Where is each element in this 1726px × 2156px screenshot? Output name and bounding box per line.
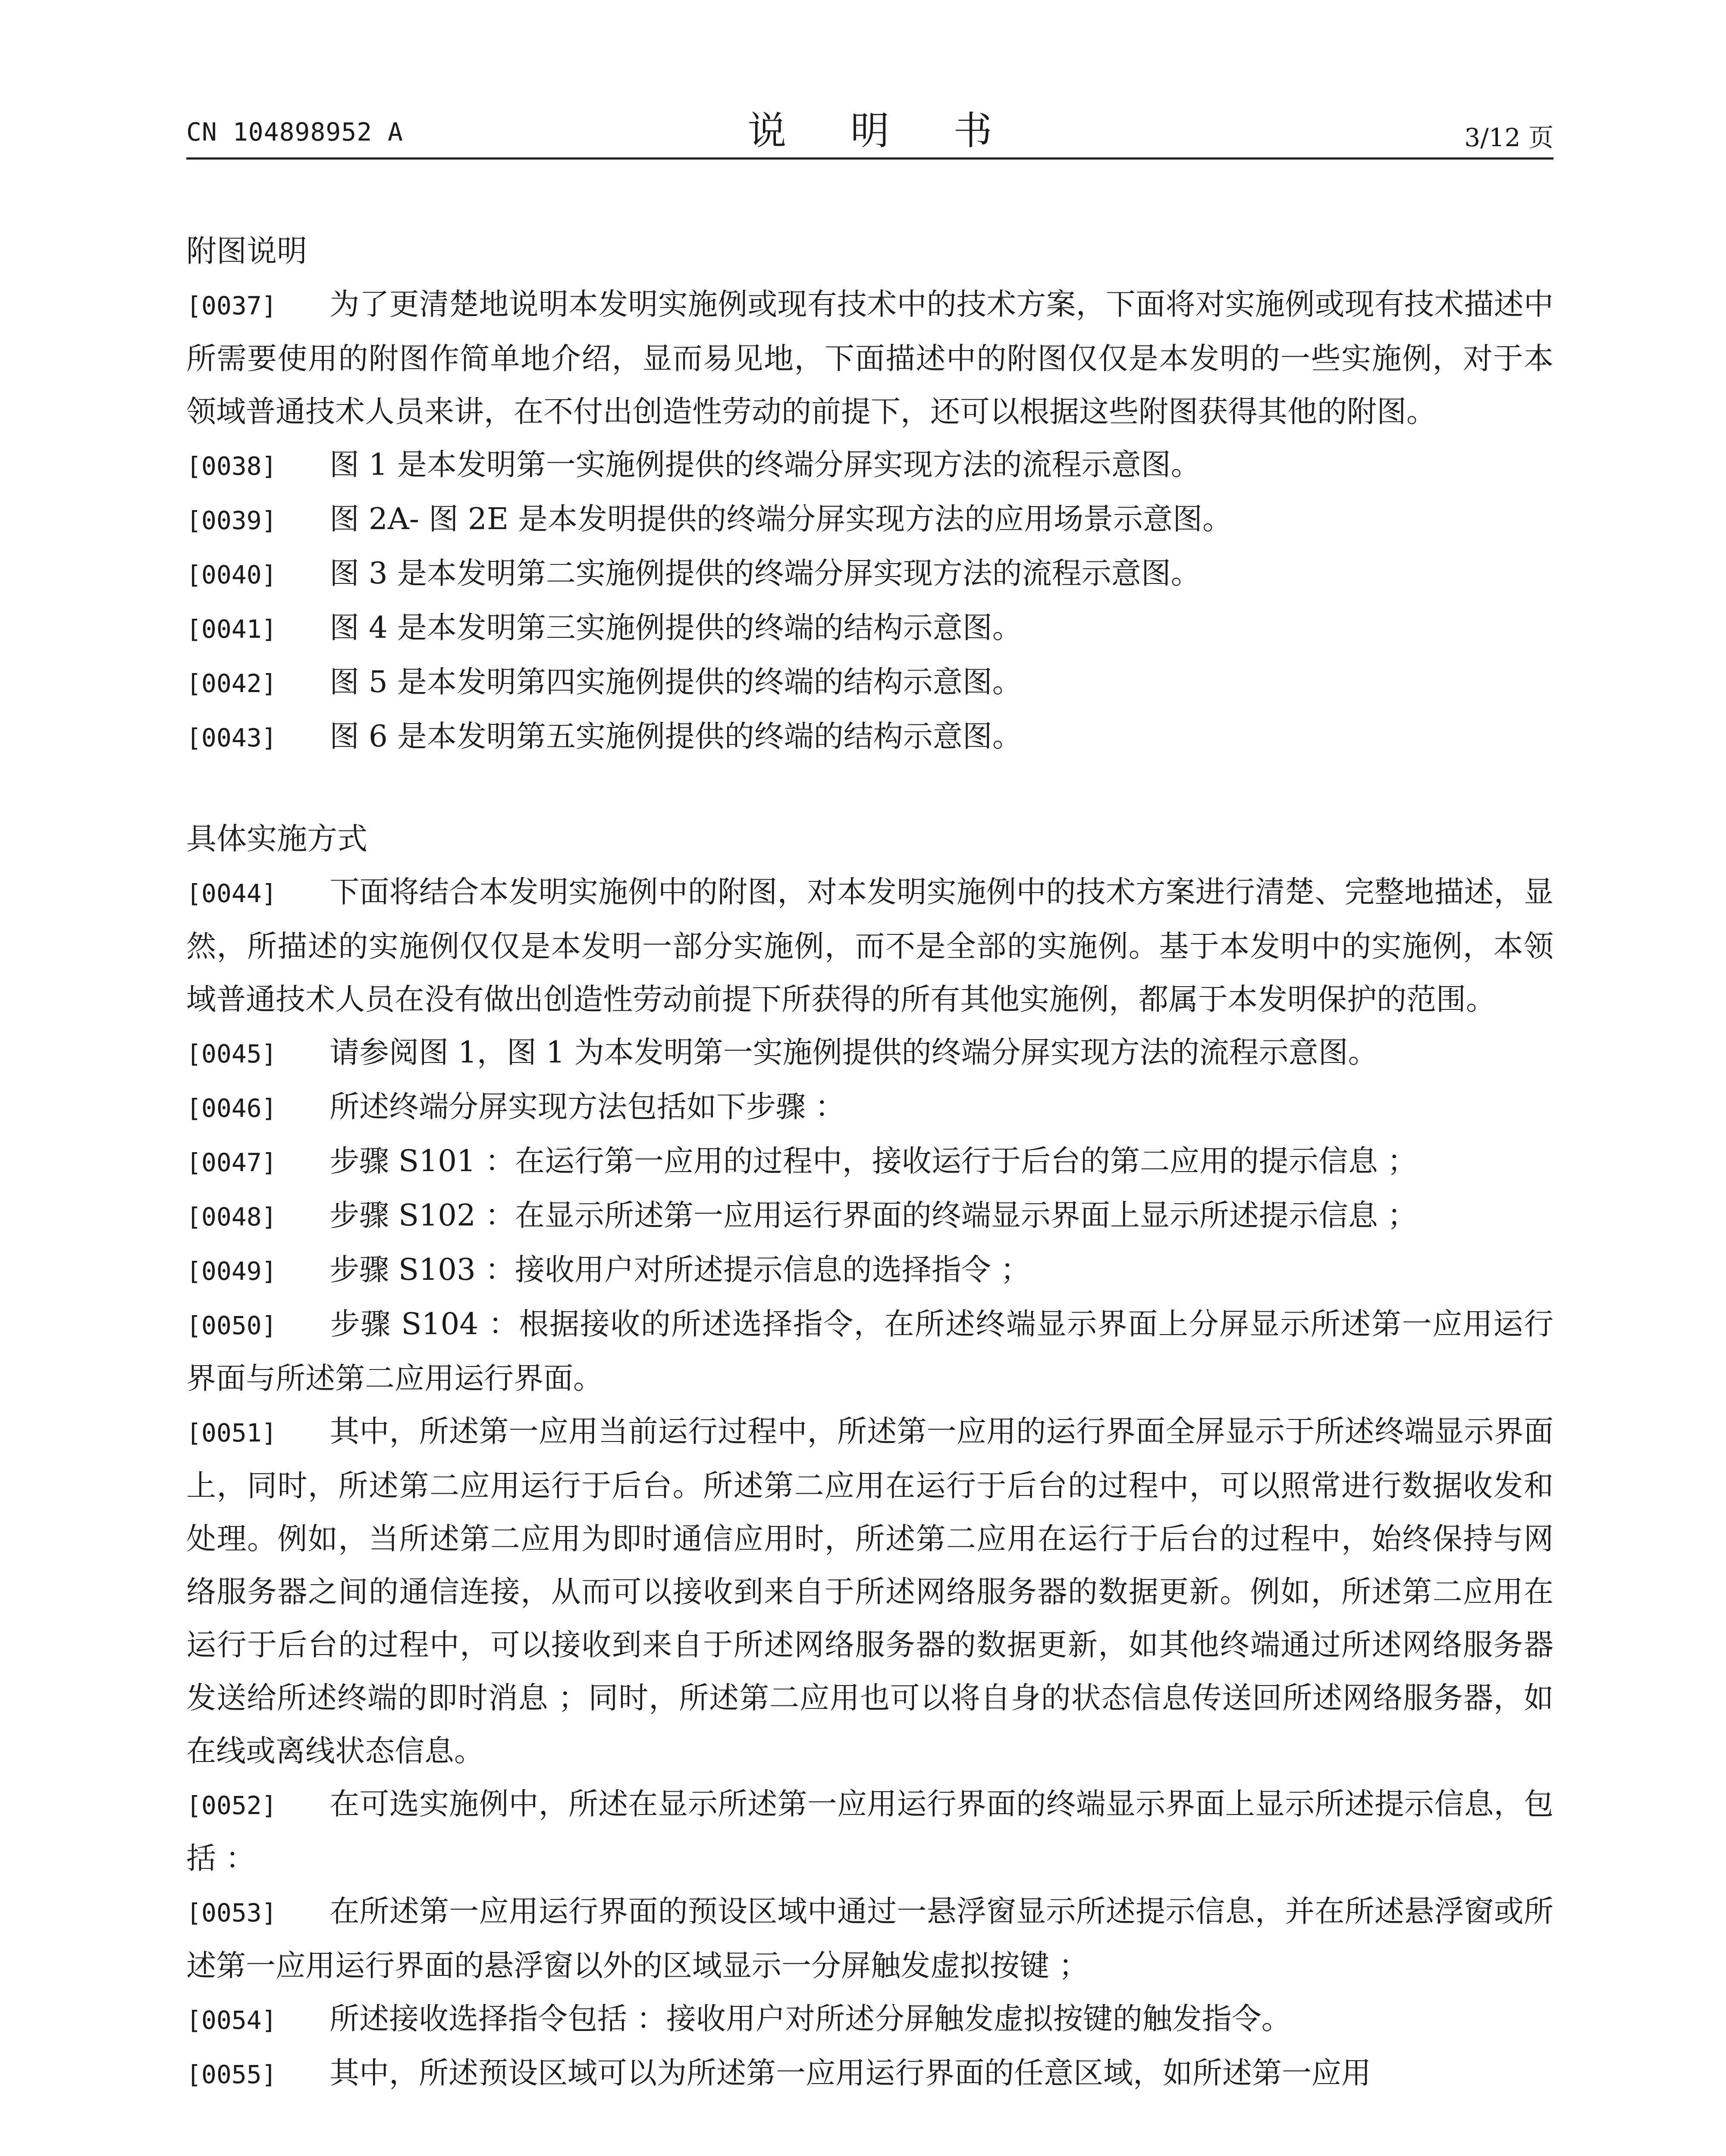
paragraph [186, 2047, 1553, 2101]
paragraph [186, 1993, 1553, 2047]
paragraph [186, 493, 1553, 547]
paragraph-number: [0040] [186, 560, 277, 589]
paragraph [186, 1778, 1553, 1885]
paragraph [186, 710, 1553, 765]
paragraph [186, 1405, 1553, 1778]
section-heading: 具体实施方式 [186, 821, 367, 856]
paragraph [186, 656, 1553, 710]
document-body [186, 224, 1553, 2101]
paragraph-number: [0042] [186, 669, 277, 698]
paragraph-text: 所述接收选择指令包括 ：接收用户对所述分屏触发虚拟按键的触发指令。 [330, 2002, 1291, 2036]
paragraph-number: [0047] [186, 1148, 277, 1177]
paragraph-text: 图 5 是本发明第四实施例提供的终端的结构示意图。 [330, 665, 1022, 699]
paragraph [186, 1081, 1553, 1135]
paragraph-text: 其中，所述第一应用当前运行过程中，所述第一应用的运行界面全屏显示于所述终端显示界面上，同时，所述第二应用运行于后台。所述第二应用在运行于后台的过程中，可以照常进行数据收发和处理。例如，当所述第二应用为即时通信应用时，所述第二应用在运行于后台的过程中，始终保持与网络服务器之间的通信连接，从而可以接收到来自于所述网络服务器的数据更新。例如，所述第二应用在运行于后台的过程中，可以接收到来自于所述网络服务器的数据更新，如其他终端通过所述网络服务器发送给所述终端的即时消息 ；同时，所述第二应用也可以将自身的状态信息传送回所述网络服务器，如在线或离线状态信息。 [186, 1414, 1553, 1768]
paragraph-number: [0051] [186, 1418, 277, 1448]
paragraph-number: [0046] [186, 1094, 277, 1123]
paragraph [186, 1135, 1553, 1189]
paragraph [186, 1885, 1553, 1993]
paragraph-number: [0041] [186, 614, 277, 644]
paragraph [186, 439, 1553, 493]
section-spacer [186, 765, 1553, 812]
paragraph-text: 其中，所述预设区域可以为所述第一应用运行界面的任意区域，如所述第一应用 [330, 2056, 1371, 2090]
paragraph [186, 278, 1553, 439]
page-header [186, 99, 1553, 155]
paragraph-number: [0052] [186, 1791, 277, 1820]
paragraph [186, 547, 1553, 602]
paragraph [186, 1298, 1553, 1405]
paragraph-number: [0037] [186, 291, 277, 320]
section-embodiments [186, 812, 1553, 2101]
paragraph-number: [0039] [186, 506, 277, 535]
paragraph-number: [0044] [186, 879, 277, 908]
header-divider [186, 157, 1553, 160]
paragraph-text: 图 6 是本发明第五实施例提供的终端的结构示意图。 [330, 719, 1022, 754]
paragraph-text: 请参阅图 1，图 1 为本发明第一实施例提供的终端分屏实现方法的流程示意图。 [330, 1035, 1378, 1070]
paragraph-number: [0038] [186, 451, 277, 481]
paragraph [186, 1026, 1553, 1081]
paragraph [186, 866, 1553, 1026]
paragraph-text: 步骤 S101 ：在运行第一应用的过程中，接收运行于后台的第二应用的提示信息 ； [330, 1144, 1417, 1178]
paragraph-number: [0053] [186, 1898, 277, 1927]
paragraph-text: 步骤 S102 ：在显示所述第一应用运行界面的终端显示界面上显示所述提示信息 ； [330, 1198, 1417, 1233]
paragraph-number: [0043] [186, 723, 277, 752]
paragraph-text: 在可选实施例中，所述在显示所述第一应用运行界面的终端显示界面上显示所述提示信息，包括 ： [186, 1787, 1553, 1876]
paragraph [186, 1244, 1553, 1298]
paragraph-text: 图 2A- 图 2E 是本发明提供的终端分屏实现方法的应用场景示意图。 [330, 502, 1233, 536]
paragraph-number: [0055] [186, 2060, 277, 2089]
section-drawings [186, 224, 1553, 765]
paragraph [186, 1189, 1553, 1244]
paragraph-number: [0054] [186, 2006, 277, 2035]
paragraph-text: 图 4 是本发明第三实施例提供的终端的结构示意图。 [330, 611, 1022, 645]
document-title: 说 明 书 [747, 108, 1018, 154]
paragraph-number: [0050] [186, 1311, 277, 1340]
page-counter: 3/12 页 [1464, 123, 1553, 152]
section-heading: 附图说明 [186, 233, 307, 269]
paragraph-text: 步骤 S103 ：接收用户对所述提示信息的选择指令 ； [330, 1253, 1030, 1287]
paragraph-text: 图 1 是本发明第一实施例提供的终端分屏实现方法的流程示意图。 [330, 448, 1201, 482]
paragraph-text: 在所述第一应用运行界面的预设区域中通过一悬浮窗显示所述提示信息，并在所述悬浮窗或所述第一应用运行界面的悬浮窗以外的区域显示一分屏触发虚拟按键 ； [186, 1894, 1553, 1983]
paragraph-text: 图 3 是本发明第二实施例提供的终端分屏实现方法的流程示意图。 [330, 556, 1201, 591]
paragraph-number: [0048] [186, 1202, 277, 1232]
paragraph-number: [0049] [186, 1257, 277, 1286]
paragraph-text: 步骤 S104 ：根据接收的所述选择指令，在所述终端显示界面上分屏显示所述第一应用运行界面与所述第二应用运行界面。 [186, 1307, 1553, 1396]
paragraph [186, 602, 1553, 656]
paragraph-text: 为了更清楚地说明本发明实施例或现有技术中的技术方案，下面将对实施例或现有技术描述中所需要使用的附图作简单地介绍，显而易见地，下面描述中的附图仅仅是本发明的一些实施例，对于本领域普通技术人员来讲，在不付出创造性劳动的前提下，还可以根据这些附图获得其他的附图。 [186, 287, 1553, 429]
document-id: CN 104898952 A [186, 117, 403, 147]
paragraph-number: [0045] [186, 1039, 277, 1069]
paragraph-text: 所述终端分屏实现方法包括如下步骤 ： [330, 1090, 845, 1124]
paragraph-text: 下面将结合本发明实施例中的附图，对本发明实施例中的技术方案进行清楚、完整地描述，显然，所描述的实施例仅仅是本发明一部分实施例，而不是全部的实施例。基于本发明中的实施例，本领域普通技术人员在没有做出创造性劳动前提下所获得的所有其他实施例，都属于本发明保护的范围。 [186, 875, 1553, 1017]
